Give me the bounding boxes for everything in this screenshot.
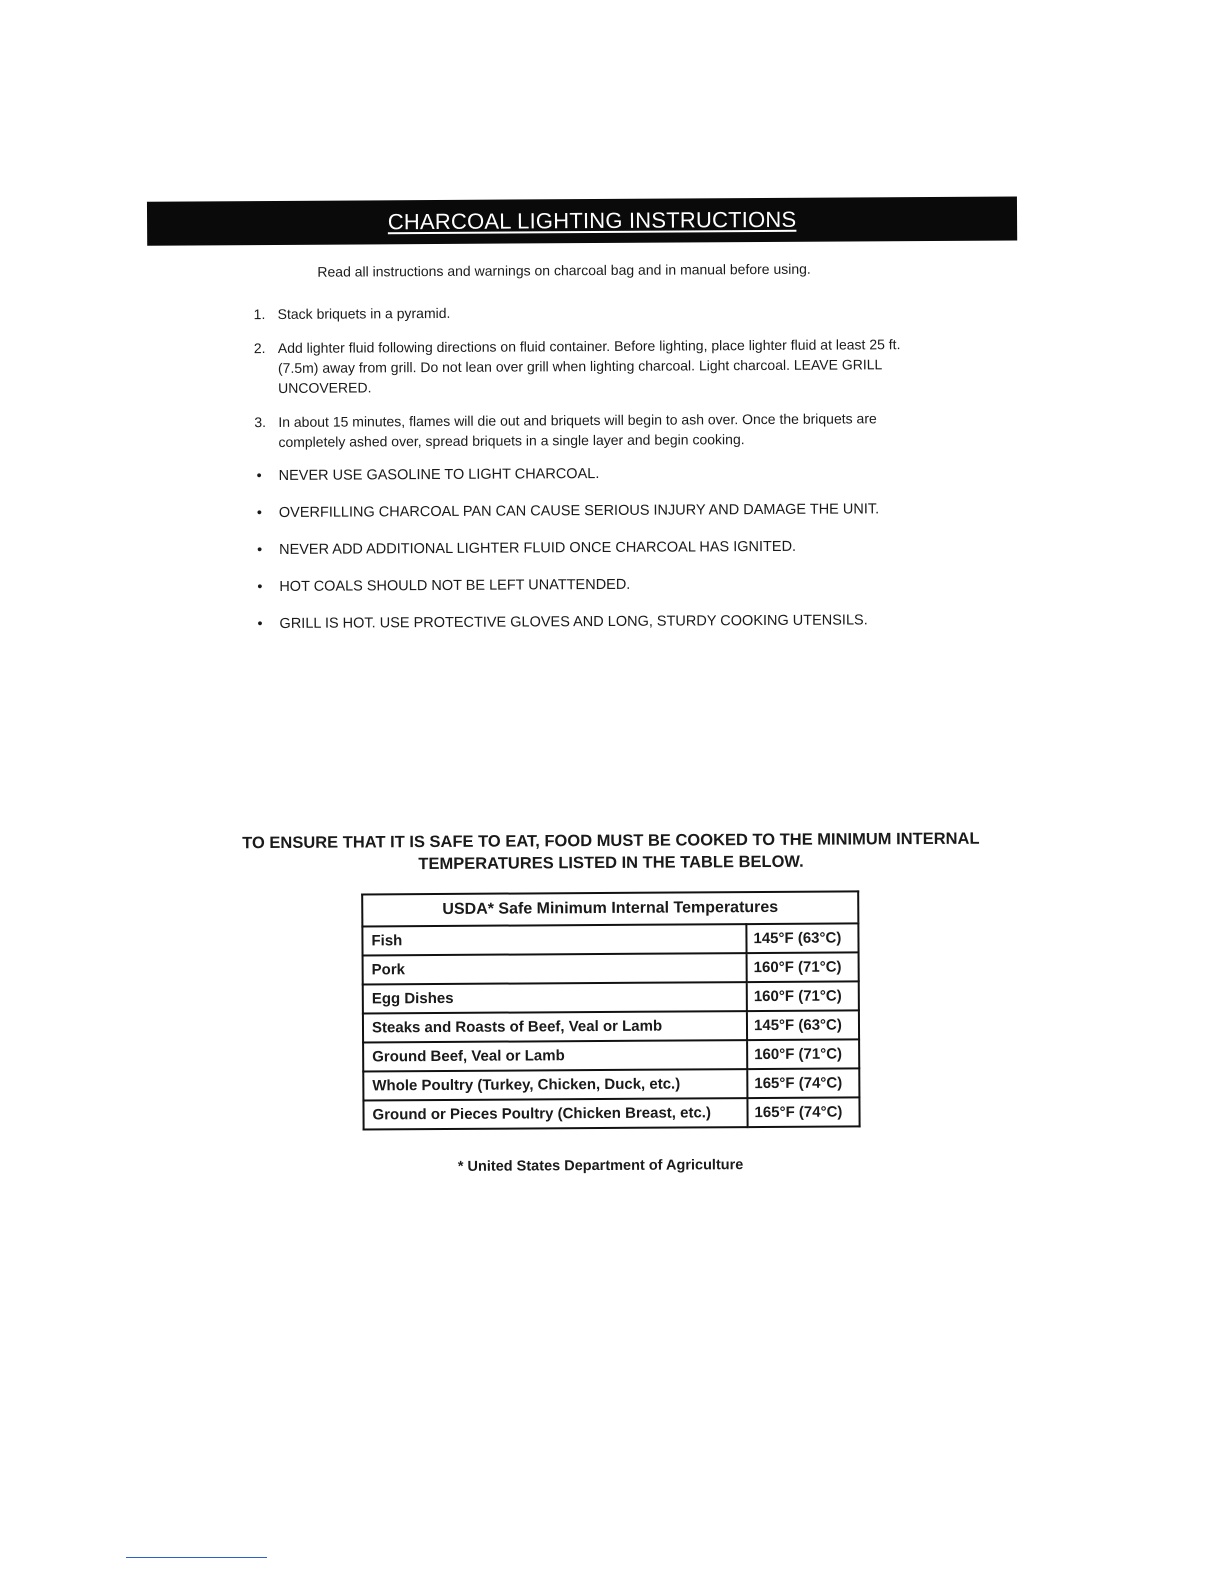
temperature-table-title: USDA* Safe Minimum Internal Temperatures [361, 890, 859, 925]
food-cell: Whole Poultry (Turkey, Chicken, Duck, etc.) [363, 1069, 747, 1100]
warning-item [255, 536, 935, 560]
temperature-table [361, 890, 860, 1130]
table-row [363, 1010, 859, 1042]
warning-text: NEVER USE GASOLINE TO LIGHT CHARCOAL. [278, 466, 600, 484]
step-text: In about 15 minutes, flames will die out and briquets will begin to ash over. Once the briquets are completely ashed over, spread briquets in a single layer and begin cooking. [278, 410, 877, 450]
warning-text: NEVER ADD ADDITIONAL LIGHTER FLUID ONCE CHARCOAL HAS IGNITED. [279, 538, 797, 558]
temperature-cell: 165°F (74°C) [747, 1097, 859, 1127]
step-text: Stack briquets in a pyramid. [277, 304, 451, 322]
instruction-step [254, 334, 934, 398]
step-number: 3. [254, 414, 267, 431]
food-cell: Ground or Pieces Poultry (Chicken Breast, etc.) [363, 1098, 747, 1129]
temperature-cell: 160°F (71°C) [747, 981, 859, 1011]
warning-item [255, 499, 935, 523]
food-cell: Fish [362, 924, 746, 955]
warning-item [255, 610, 935, 634]
warning-text: HOT COALS SHOULD NOT BE LEFT UNATTENDED. [279, 576, 631, 595]
warning-text: GRILL IS HOT. USE PROTECTIVE GLOVES AND LONG, STURDY COOKING UTENSILS. [279, 612, 868, 632]
food-cell: Pork [363, 953, 747, 984]
bullet-icon: • [256, 468, 262, 485]
step-number: 1. [253, 306, 266, 323]
food-cell: Egg Dishes [363, 982, 747, 1013]
table-row [363, 1068, 859, 1100]
footer-divider [126, 1557, 267, 1558]
food-cell: Ground Beef, Veal or Lamb [363, 1040, 747, 1071]
safety-headline-line2: TEMPERATURES LISTED IN THE TABLE BELOW. [418, 852, 804, 874]
warning-text: OVERFILLING CHARCOAL PAN CAN CAUSE SERIOUS INJURY AND DAMAGE THE UNIT. [278, 501, 880, 521]
table-row [362, 923, 858, 955]
temperature-cell: 160°F (71°C) [747, 1039, 859, 1069]
table-row [363, 952, 859, 984]
temperature-cell: 160°F (71°C) [747, 952, 859, 982]
temperature-cell: 145°F (63°C) [747, 1010, 859, 1040]
table-row [363, 1039, 859, 1071]
safety-headline [201, 827, 1021, 876]
step-text: Add lighter fluid following directions on fluid container. Before lighting, place lighter fluid at least 25 ft. (7.5m) away from grill. Do not lean over grill when lighting charcoal. Light charcoal. LEAVE GRILL UNCOVERED. [277, 336, 901, 396]
bullet-icon: • [257, 616, 263, 633]
lighting-instructions-list [254, 300, 936, 651]
section-title: CHARCOAL LIGHTING INSTRUCTIONS [387, 206, 797, 235]
table-row [363, 1097, 859, 1129]
footnote: * United States Department of Agriculture [457, 1157, 744, 1175]
instruction-step [254, 300, 934, 324]
step-number: 2. [253, 340, 266, 357]
warning-item [255, 462, 935, 486]
intro-text: Read all instructions and warnings on charcoal bag and in manual before using. [317, 260, 811, 280]
table-row [363, 981, 859, 1013]
instruction-step [254, 408, 934, 452]
temperature-cell: 165°F (74°C) [747, 1068, 859, 1098]
bullet-icon: • [257, 579, 263, 596]
section-banner [147, 196, 1017, 245]
warning-item [255, 573, 935, 597]
bullet-icon: • [256, 505, 262, 522]
temperature-cell: 145°F (63°C) [746, 923, 858, 953]
food-cell: Steaks and Roasts of Beef, Veal or Lamb [363, 1011, 747, 1042]
bullet-icon: • [257, 542, 263, 559]
safety-headline-line1: TO ENSURE THAT IT IS SAFE TO EAT, FOOD MUST BE COOKED TO THE MINIMUM INTERNAL [242, 829, 980, 853]
